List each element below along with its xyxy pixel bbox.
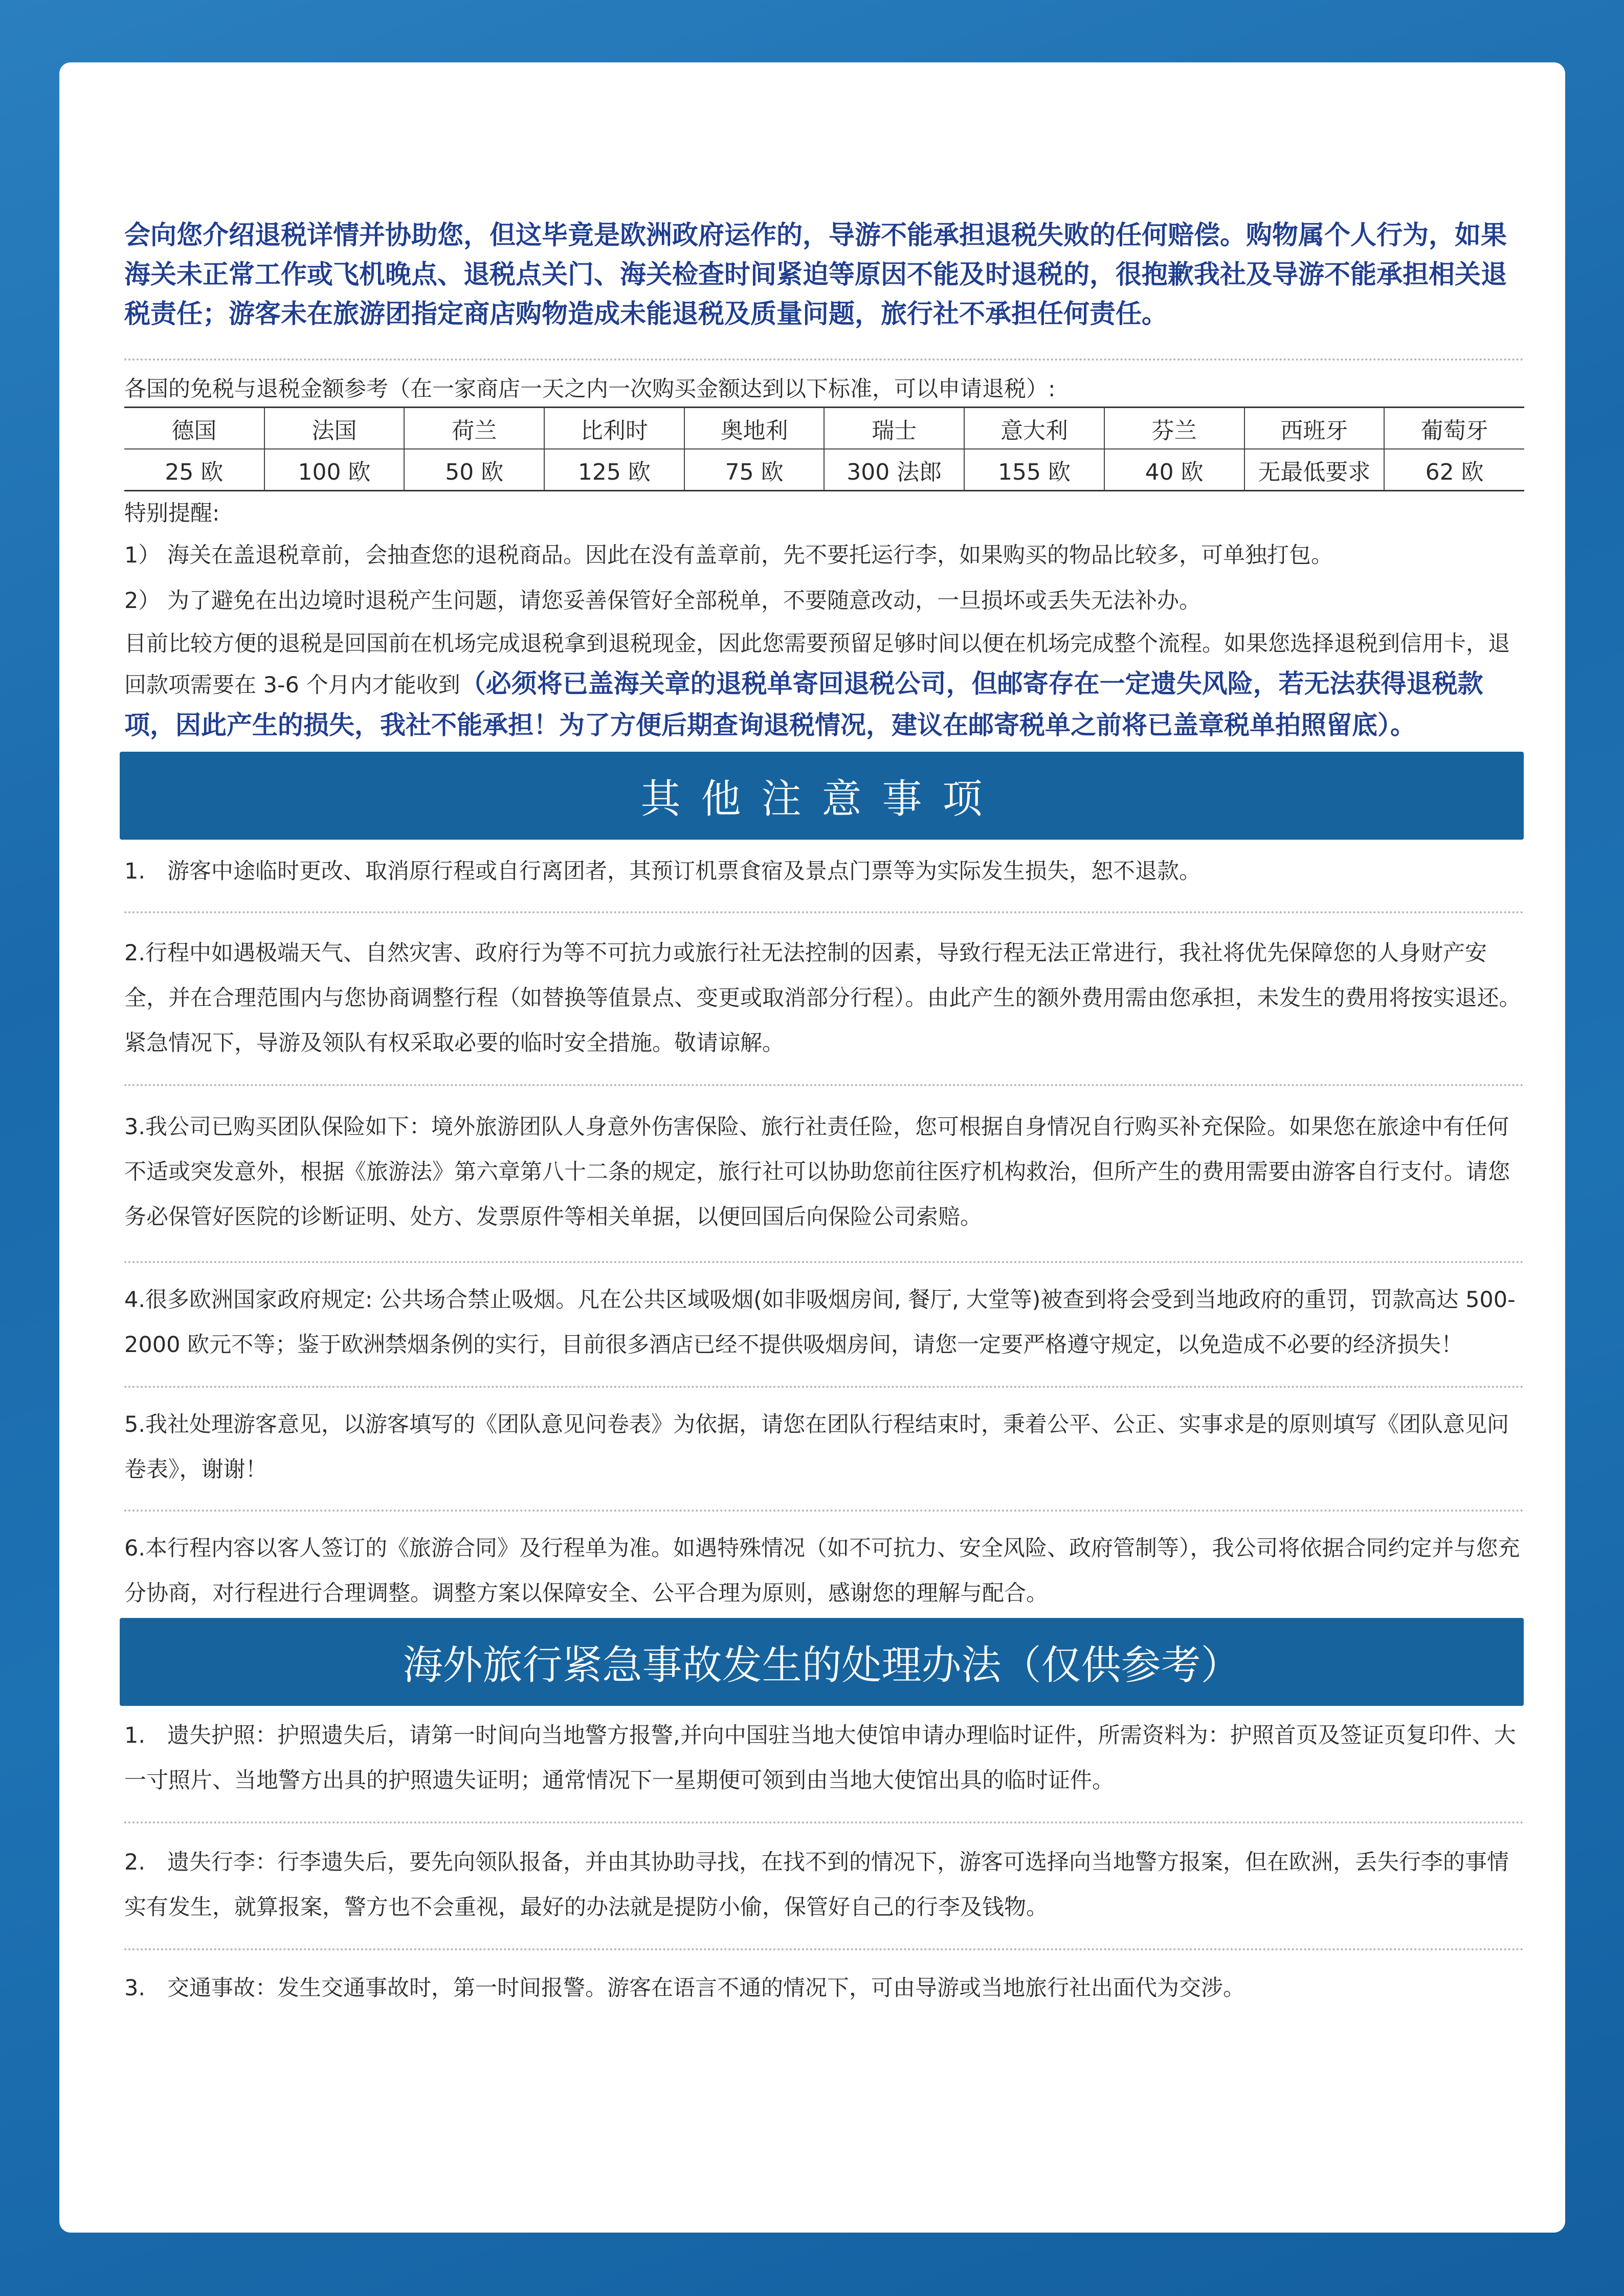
table-row xyxy=(124,449,1524,491)
section-title: 海外旅行紧急事故发生的处理办法（仅供参考） xyxy=(403,1642,1241,1689)
table-cell: 荷兰 xyxy=(404,408,544,449)
table-cell: 芬兰 xyxy=(1104,408,1244,449)
notice-item: 5.我社处理游客意见，以游客填写的《团队意见问卷表》为依据，请您在团队行程结束时，秉着公平、公正、实事求是的原则填写《团队意见问卷表》，谢谢！ xyxy=(124,1412,1509,1482)
table-cell: 100 欧 xyxy=(264,449,405,491)
table-cell: 奥地利 xyxy=(684,408,825,449)
table-cell: 155 欧 xyxy=(964,449,1104,491)
table-cell: 50 欧 xyxy=(404,449,544,491)
section-title: 其他注意事项 xyxy=(640,776,1003,822)
table-cell: 德国 xyxy=(124,408,264,449)
reminder-item: 1） 海关在盖退税章前，会抽查您的退税商品。因此在没有盖章前，先不要托运行李，如果购买的物品比较多，可单独打包。 xyxy=(124,543,1333,568)
dotted-divider xyxy=(124,911,1524,913)
notice-item: 6.本行程内容以客人签订的《旅游合同》及行程单为准。如遇特殊情况（如不可抗力、安全风险、政府管制等），我公司将依据合同约定并与您充分协商，对行程进行合理调整。调整方案以保障安全、公平合理为原则，感谢您的理解与配合。 xyxy=(124,1536,1520,1606)
reminder-title: 特别提醒: xyxy=(124,501,220,526)
refund-note xyxy=(124,624,1524,747)
table-cell: 25 欧 xyxy=(124,449,264,491)
tax-refund-table xyxy=(124,407,1524,491)
dotted-divider xyxy=(124,1948,1524,1950)
table-cell: 125 欧 xyxy=(544,449,684,491)
dotted-divider xyxy=(124,1386,1524,1388)
table-cell: 无最低要求 xyxy=(1244,449,1385,491)
table-cell: 葡萄牙 xyxy=(1384,408,1524,449)
table-cell: 300 法郎 xyxy=(824,449,964,491)
emergency-item: 1. 遗失护照：护照遗失后，请第一时间向当地警方报警,并向中国驻当地大使馆申请办理临时证件，所需资料为：护照首页及签证页复印件、大一寸照片、当地警方出具的护照遗失证明；通常情况下一星期便可领到由当地大使馆出具的临时证件。 xyxy=(124,1723,1516,1793)
refund-note-text: 目前比较方便的退税是回国前在机场完成退税拿到退税现金，因此您需要预留足够时间以便在机场完成整个流程。如果您选择退税到信用卡，退回款项需要在 3-6 个月内才能收到 xyxy=(124,631,1510,698)
notice-item: 2.行程中如遇极端天气、自然灾害、政府行为等不可抗力或旅行社无法控制的因素，导致行程无法正常进行，我社将优先保障您的人身财产安全，并在合理范围内与您协商调整行程（如替换等值景点、变更或取消部分行程）。由此产生的额外费用需由您承担，未发生的费用将按实退还。紧急情况下，导游及领队有权采取必要的临时安全措施。敬请谅解。 xyxy=(124,940,1521,1056)
emergency-item: 3. 交通事故：发生交通事故时，第一时间报警。游客在语言不通的情况下，可由导游或当地旅行社出面代为交涉。 xyxy=(124,1975,1245,2001)
table-cell: 62 欧 xyxy=(1384,449,1524,491)
table-cell: 西班牙 xyxy=(1244,408,1385,449)
table-cell: 比利时 xyxy=(544,408,684,449)
tax-refund-disclaimer: 会向您介绍退税详情并协助您，但这毕竟是欧洲政府运作的，导游不能承担退税失败的任何赔偿。购物属个人行为，如果海关未正常工作或飞机晚点、退税点关门、海关检查时间紧迫等原因不能及时退税的，很抱歉我社及导游不能承担相关退税责任；游客未在旅游团指定商店购物造成未能退税及质量问题，旅行社不承担任何责任。 xyxy=(124,220,1507,329)
table-cell: 法国 xyxy=(264,408,405,449)
notice-item: 1. 游客中途临时更改、取消原行程或自行离团者，其预订机票食宿及景点门票等为实际发生损失，恕不退款。 xyxy=(124,859,1202,884)
refund-note-warning: （必须将已盖海关章的退税单寄回退税公司，但邮寄存在一定遗失风险，若无法获得退税款项，因此产生的损失，我社不能承担！为了方便后期查询退税情况，建议在邮寄税单之前将已盖章税单拍照留底）。 xyxy=(124,669,1483,740)
dotted-divider xyxy=(124,1510,1524,1512)
dotted-divider xyxy=(124,1821,1524,1824)
table-cell: 40 欧 xyxy=(1104,449,1244,491)
table-cell: 75 欧 xyxy=(684,449,825,491)
dotted-divider xyxy=(124,1261,1524,1263)
content-card xyxy=(59,62,1565,2233)
notice-item: 3.我公司已购买团队保险如下：境外旅游团队人身意外伤害保险、旅行社责任险，您可根据自身情况自行购买补充保险。如果您在旅途中有任何不适或突发意外，根据《旅游法》第六章第八十二条的规定，旅行社可以协助您前往医疗机构救治，但所产生的费用需要由游客自行支付。请您务必保管好医院的诊断证明、处方、发票原件等相关单据，以便回国后向保险公司索赔。 xyxy=(124,1114,1510,1230)
section-header-notes xyxy=(120,752,1524,840)
emergency-item: 2. 遗失行李：行李遗失后，要先向领队报备，并由其协助寻找，在找不到的情况下，游客可选择向当地警方报案，但在欧洲，丢失行李的事情实有发生，就算报案，警方也不会重视，最好的办法就是提防小偷，保管好自己的行李及钱物。 xyxy=(124,1850,1509,1920)
table-cell: 意大利 xyxy=(964,408,1104,449)
notice-item: 4.很多欧洲国家政府规定: 公共场合禁止吸烟。凡在公共区域吸烟(如非吸烟房间, 餐厅, 大堂等)被查到将会受到当地政府的重罚，罚款高达 500-2000 欧元不等；鉴于欧洲禁烟条例的实行，目前很多酒店已经不提供吸烟房间，请您一定要严格遵守规定，以免造成不必要的经济损失！ xyxy=(124,1287,1516,1358)
reminder-item: 2） 为了避免在出边境时退税产生问题，请您妥善保管好全部税单，不要随意改动，一旦损坏或丢失无法补办。 xyxy=(124,588,1202,614)
section-header-emergency xyxy=(120,1618,1524,1706)
content-inner xyxy=(124,216,1524,2011)
table-row xyxy=(124,408,1524,449)
dotted-divider xyxy=(124,1084,1524,1086)
table-cell: 瑞士 xyxy=(824,408,964,449)
dotted-divider xyxy=(124,358,1524,361)
tax-table-caption: 各国的免税与退税金额参考（在一家商店一天之内一次购买金额达到以下标准，可以申请退税）: xyxy=(124,376,1056,402)
